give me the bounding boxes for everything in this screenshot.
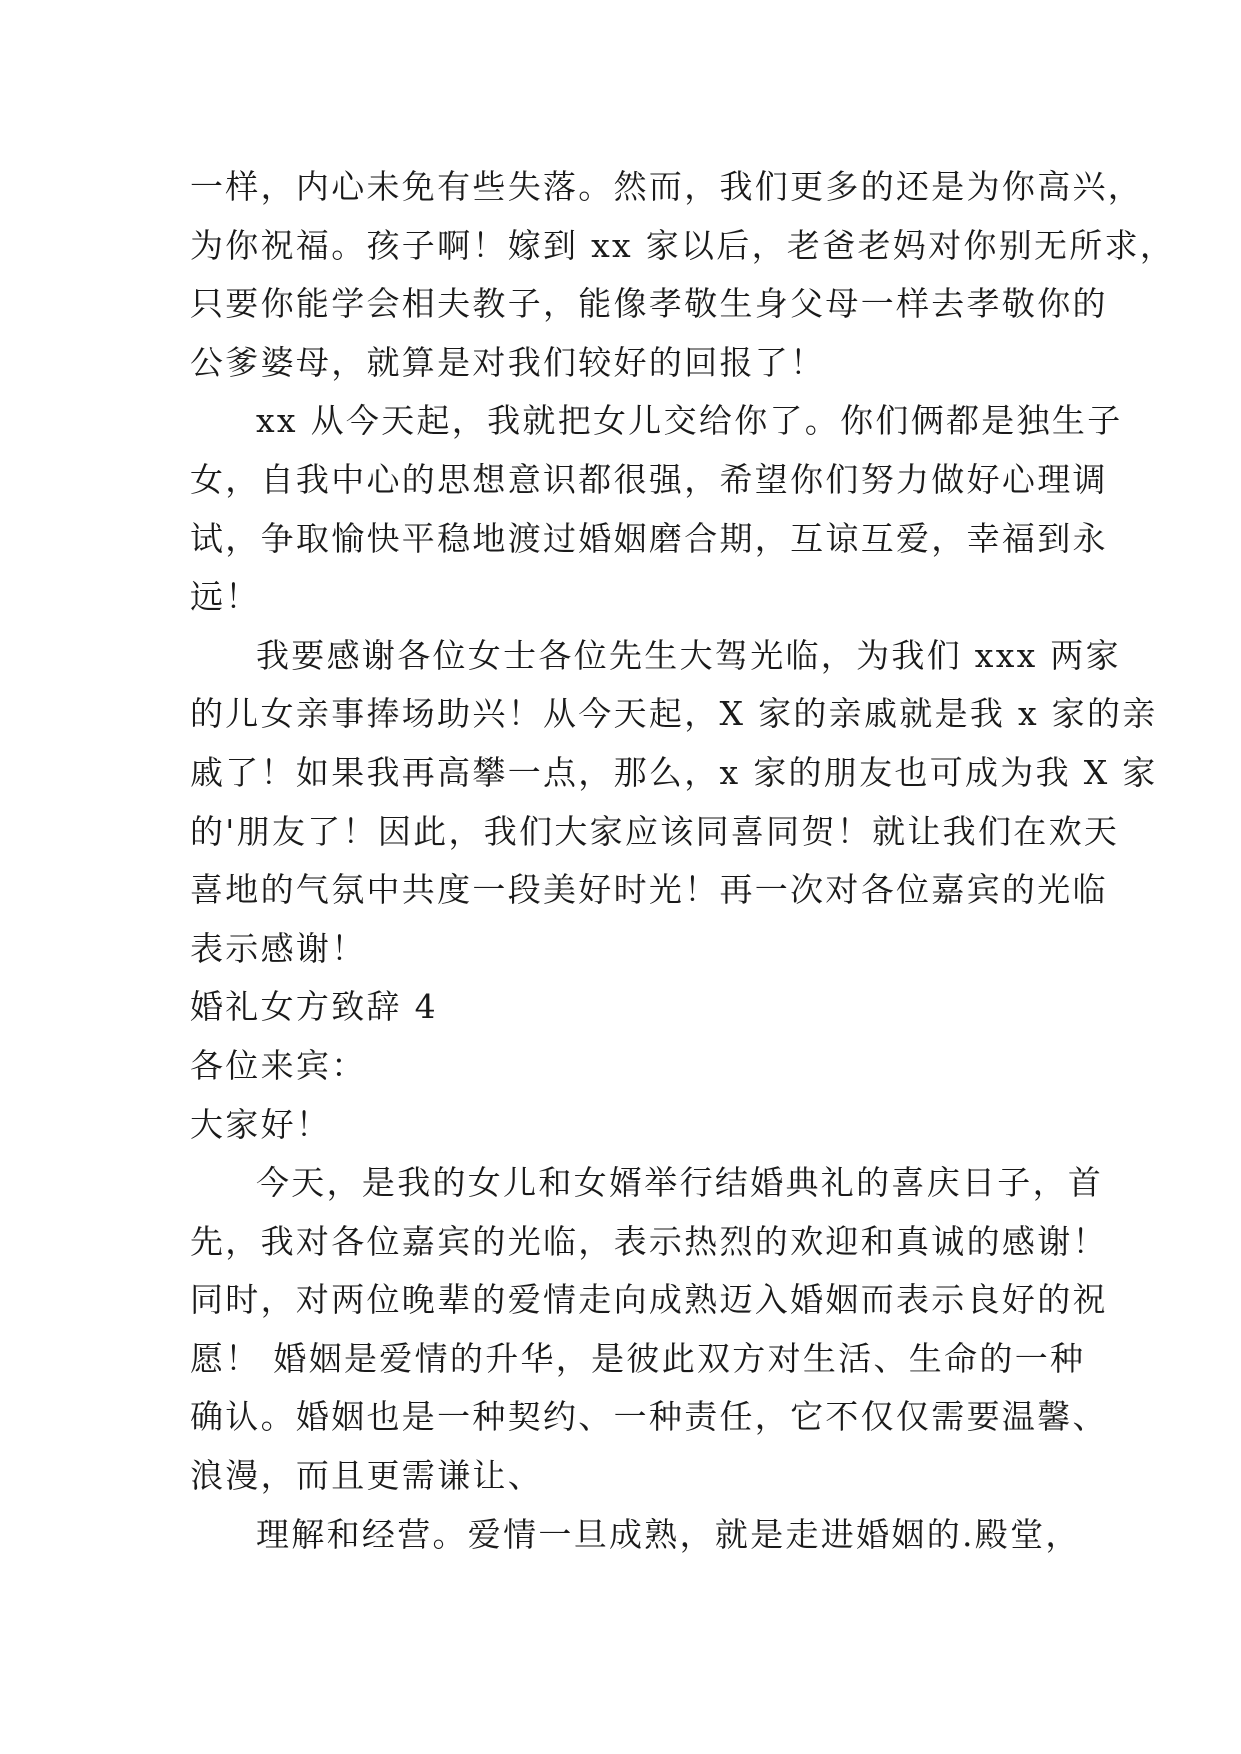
text-line: 女，自我中心的思想意识都很强，希望你们努力做好心理调 xyxy=(190,459,1108,499)
text-line: 愿！ 婚姻是爱情的升华，是彼此双方对生活、生命的一种 xyxy=(190,1338,1086,1378)
text-line: 表示感谢！ xyxy=(190,928,367,968)
text-line: 为你祝福。孩子啊！嫁到 xx 家以后，老爸老妈对你别无所求， xyxy=(190,225,1176,265)
section-heading: 婚礼女方致辞 4 xyxy=(190,987,438,1027)
text-line: 同时，对两位晚辈的爱情走向成熟迈入婚姻而表示良好的祝 xyxy=(190,1280,1108,1320)
text-line: 试，争取愉快平稳地渡过婚姻磨合期，互谅互爱，幸福到永 xyxy=(190,518,1108,558)
salutation: 各位来宾： xyxy=(190,1045,367,1085)
text-line: 的儿女亲事捧场助兴！从今天起，X 家的亲戚就是我 x 家的亲 xyxy=(190,694,1158,734)
text-line: 今天，是我的女儿和女婿举行结婚典礼的喜庆日子，首 xyxy=(256,1163,1104,1203)
text-line: 一样，内心未免有些失落。然而，我们更多的还是为你高兴， xyxy=(190,167,1144,206)
text-line: 我要感谢各位女士各位先生大驾光临，为我们 xxx 两家 xyxy=(256,635,1121,675)
document-body xyxy=(190,158,1176,1564)
greeting: 大家好！ xyxy=(190,1104,332,1144)
text-line: 的'朋友了！因此，我们大家应该同喜同贺！就让我们在欢天 xyxy=(190,811,1120,851)
text-line: 喜地的气氛中共度一段美好时光！再一次对各位嘉宾的光临 xyxy=(190,870,1108,910)
text-line: 远！ xyxy=(190,577,261,617)
text-line: 浪漫，而且更需谦让、 xyxy=(190,1456,543,1496)
text-line: 确认。婚姻也是一种契约、一种责任，它不仅仅需要温馨、 xyxy=(190,1397,1108,1437)
text-line: 先，我对各位嘉宾的光临，表示热烈的欢迎和真诚的感谢！ xyxy=(190,1221,1108,1261)
text-line: 理解和经营。爱情一旦成熟，就是走进婚姻的.殿堂， xyxy=(256,1514,1081,1554)
text-line: xx 从今天起，我就把女儿交给你了。你们俩都是独生子 xyxy=(256,401,1123,441)
text-line: 公爹婆母，就算是对我们较好的回报了！ xyxy=(190,342,826,382)
text-line: 只要你能学会相夫教子，能像孝敬生身父母一样去孝敬你的 xyxy=(190,284,1108,324)
text-line: 戚了！如果我再高攀一点，那么，x 家的朋友也可成为我 X 家 xyxy=(190,752,1158,792)
